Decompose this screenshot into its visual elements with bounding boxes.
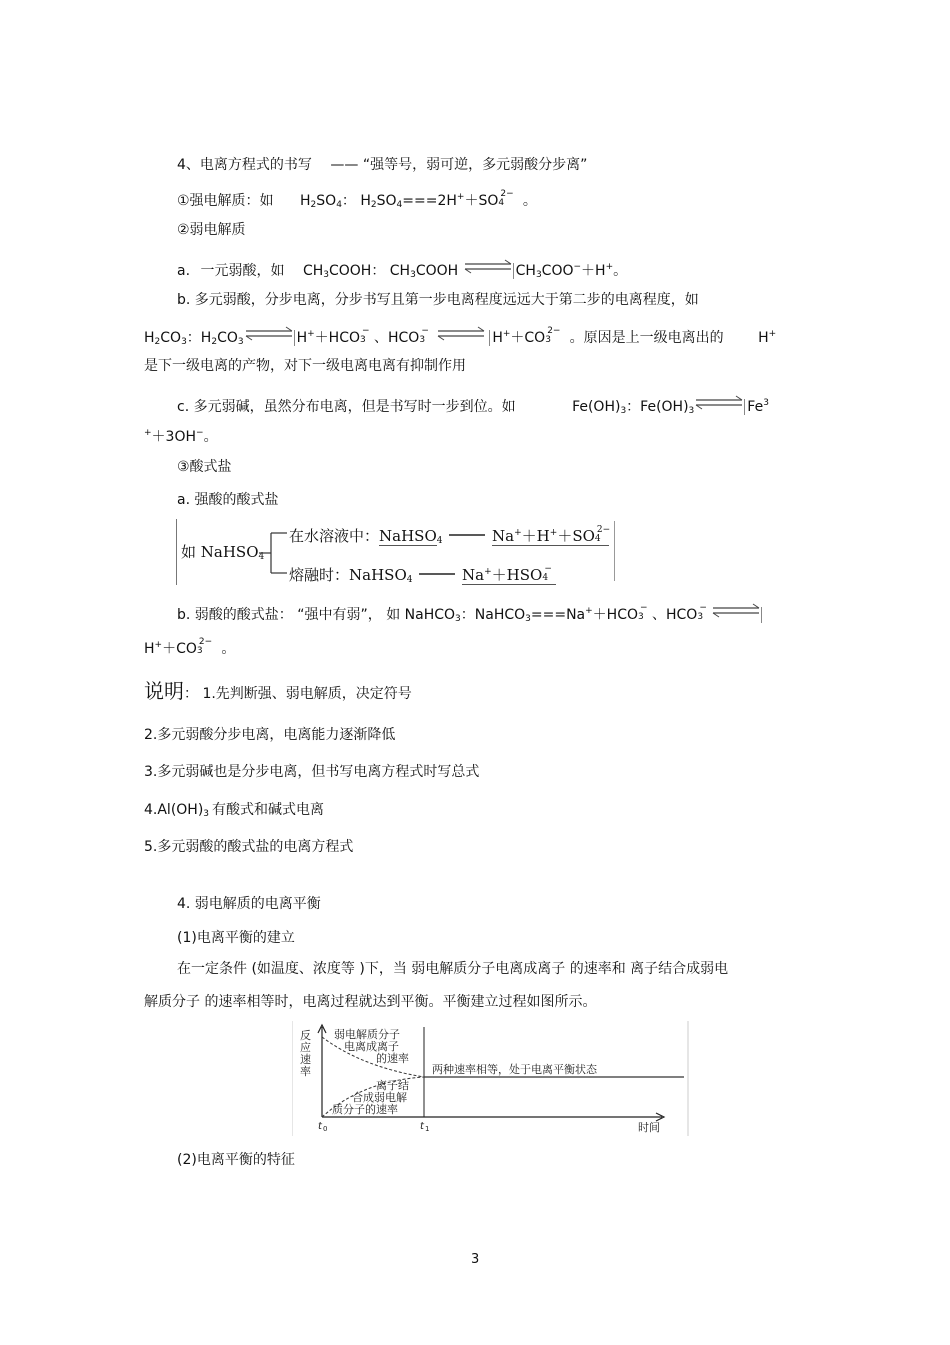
polyprotic-acid-line: b. 多元弱酸，分步电离，分步书写且第一步电离程度远远大于第二步的电离程度，如 bbox=[177, 292, 699, 308]
t0-label: t bbox=[318, 1121, 322, 1132]
bracket-icon bbox=[259, 527, 289, 579]
t0-sub: 0 bbox=[323, 1125, 328, 1133]
section2-sub2: (2)电离平衡的特征 bbox=[177, 1152, 295, 1168]
weak-base-line-2: +＋3OH−。 bbox=[144, 428, 218, 445]
t1-sub: 1 bbox=[425, 1125, 430, 1133]
weak-acid-salt-line-2: H+＋CO 2− 3 。 bbox=[144, 637, 236, 657]
reversible-arrow-icon bbox=[463, 258, 513, 276]
curve2-label-1: 离子结 bbox=[376, 1079, 409, 1092]
weak-acid-salt-line: b. 弱酸的酸式盐： “强中有弱”， 如 NaHCO$_3$：NaHCO$_3$===Na+＋HCO − 3 、HCO − 3 bbox=[177, 602, 762, 628]
y-axis-label-1: 反 bbox=[300, 1029, 311, 1042]
section2-para2: 解质分子 的速率相等时，电离过程就达到平衡。平衡建立过程如图所示。 bbox=[144, 994, 597, 1010]
y-axis-label-2: 应 bbox=[300, 1041, 311, 1054]
strong-acid-salt-label: a. 强酸的酸式盐 bbox=[177, 492, 279, 508]
section2-para1: 在一定条件 (如温度、浓度等 )下，当 弱电解质分子电离成离子 的速率和 离子结合成弱电 bbox=[177, 961, 729, 977]
acid-salt-label: ③酸式盐 bbox=[177, 459, 232, 475]
notes-item-5: 5.多元弱酸的酸式盐的电离方程式 bbox=[144, 839, 354, 855]
curve1-label-2: 电离成离子 bbox=[344, 1040, 399, 1053]
aqueous-equation: 在水溶液中：NaHSO$_4$ Na+＋H+＋SO 2− 4 bbox=[289, 525, 611, 546]
reversible-arrow-icon bbox=[244, 325, 294, 343]
notes-item-2: 2.多元弱酸分步电离，电离能力逐渐降低 bbox=[144, 727, 396, 743]
monoprotic-acid-line: a. 一元弱酸，如 $CH_3COOH$： $CH_3COOH$ $CH_3COO^-+H^+$。 bbox=[177, 258, 627, 284]
page-number: 3 bbox=[471, 1252, 480, 1267]
nahso4-label: 如 NaHSO$_4$ bbox=[181, 543, 265, 562]
reversible-arrow-icon bbox=[694, 394, 744, 412]
curve2-label-3: 质分子的速率 bbox=[332, 1103, 398, 1116]
section-heading: 4、电离方程式的书写 —— “强等号，弱可逆，多元弱酸分步离” bbox=[177, 157, 588, 173]
curve2-label-2: 合成弱电解 bbox=[352, 1091, 407, 1104]
equilibrium-label: 两种速率相等，处于电离平衡状态 bbox=[432, 1063, 597, 1076]
weak-base-line: c. 多元弱碱，虽然分布电离，但是书写时一步到位。如 $Fe(OH)_3$：$Fe(OH)_3$ Fe$^3$ bbox=[177, 394, 769, 420]
carbonic-acid-line: $H_2CO_3$：$H_2CO_3$ H+＋HCO − 3 、HCO − 3 H+＋CO 2− 3 。原因是上一级电离出的 H+ bbox=[144, 326, 777, 347]
notes-item-4: $4.Al(OH)_3$ 有酸式和碱式电离 bbox=[144, 802, 325, 819]
curve1-label-3: 的速率 bbox=[376, 1052, 409, 1065]
notes-item-1: 说明： 1.先判断强、弱电解质，决定符号 bbox=[144, 679, 412, 703]
curve1-label-1: 弱电解质分子 bbox=[334, 1028, 400, 1041]
notes-item-3: 3.多元弱碱也是分步电离，但书写电离方程式时写总式 bbox=[144, 764, 480, 780]
equals-arrow-icon bbox=[417, 568, 457, 580]
t1-label: t bbox=[420, 1121, 424, 1132]
inhibition-note: 是下一级电离的产物，对下一级电离电离有抑制作用 bbox=[144, 358, 466, 374]
equals-arrow-icon bbox=[447, 529, 487, 541]
x-axis-label: 时间 bbox=[638, 1121, 660, 1134]
y-axis-label-4: 率 bbox=[300, 1065, 311, 1078]
reversible-arrow-icon bbox=[433, 325, 489, 343]
section2-heading: 4. 弱电解质的电离平衡 bbox=[177, 896, 321, 912]
molten-equation: 熔融时：NaHSO$_4$ Na+＋HSO − 4 bbox=[289, 563, 556, 589]
y-axis-label-3: 速 bbox=[300, 1053, 311, 1066]
section2-sub1: (1)电离平衡的建立 bbox=[177, 930, 295, 946]
weak-electrolyte-label: ②弱电解质 bbox=[177, 222, 246, 238]
nahso4-box bbox=[176, 519, 615, 585]
equilibrium-figure bbox=[292, 1021, 690, 1136]
reversible-arrow-icon bbox=[711, 602, 761, 620]
strong-electrolyte-line: ①强电解质：如 $H_2SO_4$： $H_2SO_4===2H^++SO$ 2− 4 。 bbox=[177, 189, 537, 210]
